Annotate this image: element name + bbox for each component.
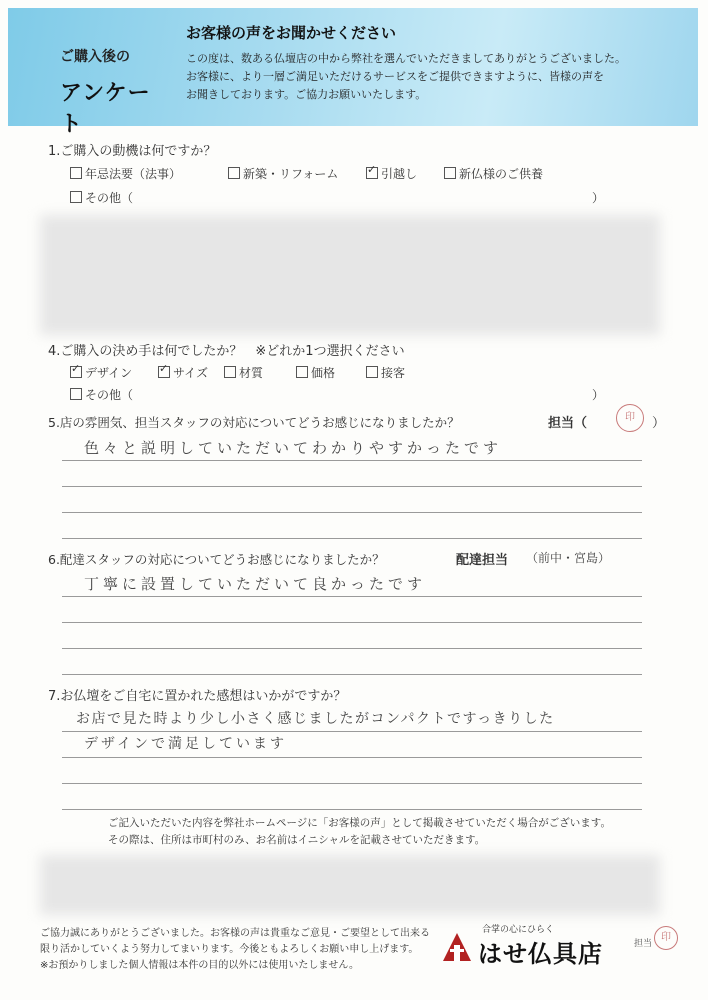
option-label: その他（ bbox=[85, 388, 134, 402]
q4-option[interactable] bbox=[296, 364, 335, 381]
option-label: 接客 bbox=[381, 366, 406, 380]
footer-thanks-line: 限り活かしていくよう努力してまいります。今後ともよろしくお願い申し上げます。 bbox=[40, 944, 419, 955]
checkbox[interactable] bbox=[366, 366, 378, 378]
answer-line bbox=[62, 622, 642, 623]
footer-thanks-line: ご協力誠にありがとうございました。お客様の声は貴重なご意見・ご要望として出来る bbox=[40, 928, 430, 939]
q1-option-other[interactable] bbox=[70, 189, 133, 206]
header-intro-line: お客様に、より一層ご満足いただけるサービスをご提供できますように、皆様の声を bbox=[186, 70, 604, 83]
question-6: 6.配達スタッフの対応についてどうお感じになりましたか？ bbox=[48, 552, 385, 567]
checkbox[interactable] bbox=[296, 366, 308, 378]
question-5: 5.店の雰囲気、担当スタッフの対応についてどうお感じになりましたか？ bbox=[48, 415, 460, 430]
q5-answer: 色々と説明していただいてわかりやすかったです bbox=[84, 439, 503, 457]
header-title-line1: ご購入後の bbox=[60, 49, 130, 65]
checkbox-checked[interactable] bbox=[158, 366, 170, 378]
option-label: その他（ bbox=[85, 191, 134, 205]
question-1: 1.ご購入の動機は何ですか？ bbox=[48, 144, 217, 159]
option-label: 年忌法要（法事） bbox=[85, 167, 182, 181]
redacted-personal-info bbox=[40, 855, 660, 915]
company-logo bbox=[442, 922, 612, 968]
question-7: 7.お仏壇をご自宅に置かれた感想はいかがですか？ bbox=[48, 689, 347, 704]
q1-option[interactable] bbox=[444, 165, 543, 182]
checkbox[interactable] bbox=[70, 388, 82, 400]
checkbox-checked[interactable] bbox=[366, 167, 378, 179]
q1-option-checked[interactable] bbox=[366, 165, 417, 182]
q1-option[interactable] bbox=[228, 165, 338, 182]
q7-answer-line1: お店で見た時より少し小さく感じましたがコンパクトですっきりした bbox=[76, 711, 555, 727]
answer-line bbox=[62, 757, 642, 758]
header-heading: お客様の声をお聞かせください bbox=[186, 24, 397, 42]
answer-line bbox=[62, 596, 642, 597]
q4-option[interactable] bbox=[224, 364, 263, 381]
q1-option[interactable] bbox=[70, 165, 181, 182]
answer-line bbox=[62, 512, 642, 513]
header-title-block bbox=[8, 8, 168, 137]
q5-staff-close: ） bbox=[652, 416, 666, 431]
q4-option-other[interactable] bbox=[70, 386, 133, 403]
q4-other-close: ） bbox=[592, 388, 605, 402]
logo-mark-icon bbox=[442, 932, 472, 962]
answer-line bbox=[62, 460, 642, 461]
option-label: 新築・リフォーム bbox=[243, 167, 339, 181]
publication-notice-line: ご記入いただいた内容を弊社ホームページに「お客様の声」として掲載させていただく場合がございます。 bbox=[108, 817, 611, 829]
redacted-area bbox=[40, 215, 660, 335]
checkbox[interactable] bbox=[444, 167, 456, 179]
header-title-line2: アンケート bbox=[60, 81, 151, 137]
answer-line bbox=[62, 731, 642, 732]
publication-notice-line: その際は、住所は市町村のみ、お名前はイニシャルを記載させていただきます。 bbox=[108, 834, 486, 846]
q4-option-checked[interactable] bbox=[158, 364, 208, 381]
checkbox[interactable] bbox=[70, 167, 82, 179]
checkbox[interactable] bbox=[70, 191, 82, 203]
checkbox-checked[interactable] bbox=[70, 366, 82, 378]
q4-option[interactable] bbox=[366, 364, 405, 381]
tantou-label: 担当 bbox=[634, 939, 653, 949]
header-banner bbox=[8, 8, 698, 137]
option-label: 材質 bbox=[239, 366, 264, 380]
header-intro-line: この度は、数ある仏壇店の中から弊社を選んでいただきましてありがとうございました。 bbox=[186, 52, 626, 65]
question-1-options bbox=[70, 165, 670, 205]
answer-line bbox=[62, 809, 642, 810]
logo-tagline: 合掌の心にひらく bbox=[482, 925, 555, 935]
answer-line bbox=[62, 538, 642, 539]
option-label: 引越し bbox=[381, 167, 418, 181]
q1-other-close: ） bbox=[592, 191, 605, 205]
answer-line bbox=[62, 648, 642, 649]
q5-staff-label: 担当（ bbox=[548, 416, 588, 431]
answer-line bbox=[62, 486, 642, 487]
staff-seal-stamp: 印 bbox=[654, 926, 678, 950]
question-4: 4.ご購入の決め手は何でしたか？ ※どれか1つ選択ください bbox=[48, 344, 405, 359]
option-label: 価格 bbox=[311, 366, 336, 380]
q6-staff-names: （前中・宮島） bbox=[526, 551, 611, 565]
staff-seal-stamp: 印 bbox=[616, 404, 644, 432]
checkbox[interactable] bbox=[224, 366, 236, 378]
header-intro bbox=[186, 50, 686, 104]
option-label: デザイン bbox=[85, 366, 133, 380]
checkbox[interactable] bbox=[228, 167, 240, 179]
option-label: 新仏様のご供養 bbox=[459, 167, 544, 181]
option-label: サイズ bbox=[173, 366, 209, 380]
q7-answer-line2: デザインで満足しています bbox=[84, 736, 288, 752]
q6-staff-label: 配達担当 bbox=[456, 553, 509, 568]
footer-privacy-note: ※お預かりしました個人情報は本件の目的以外には使用いたしません。 bbox=[40, 960, 359, 971]
question-4-options bbox=[70, 364, 670, 404]
q4-option-checked[interactable] bbox=[70, 364, 132, 381]
answer-line bbox=[62, 674, 642, 675]
q6-answer: 丁寧に設置していただいて良かったです bbox=[84, 575, 427, 593]
answer-line bbox=[62, 783, 642, 784]
header-intro-line: お聞きしております。ご協力お願いいたします。 bbox=[186, 88, 427, 101]
logo-name: はせ仏具店 bbox=[478, 940, 603, 968]
